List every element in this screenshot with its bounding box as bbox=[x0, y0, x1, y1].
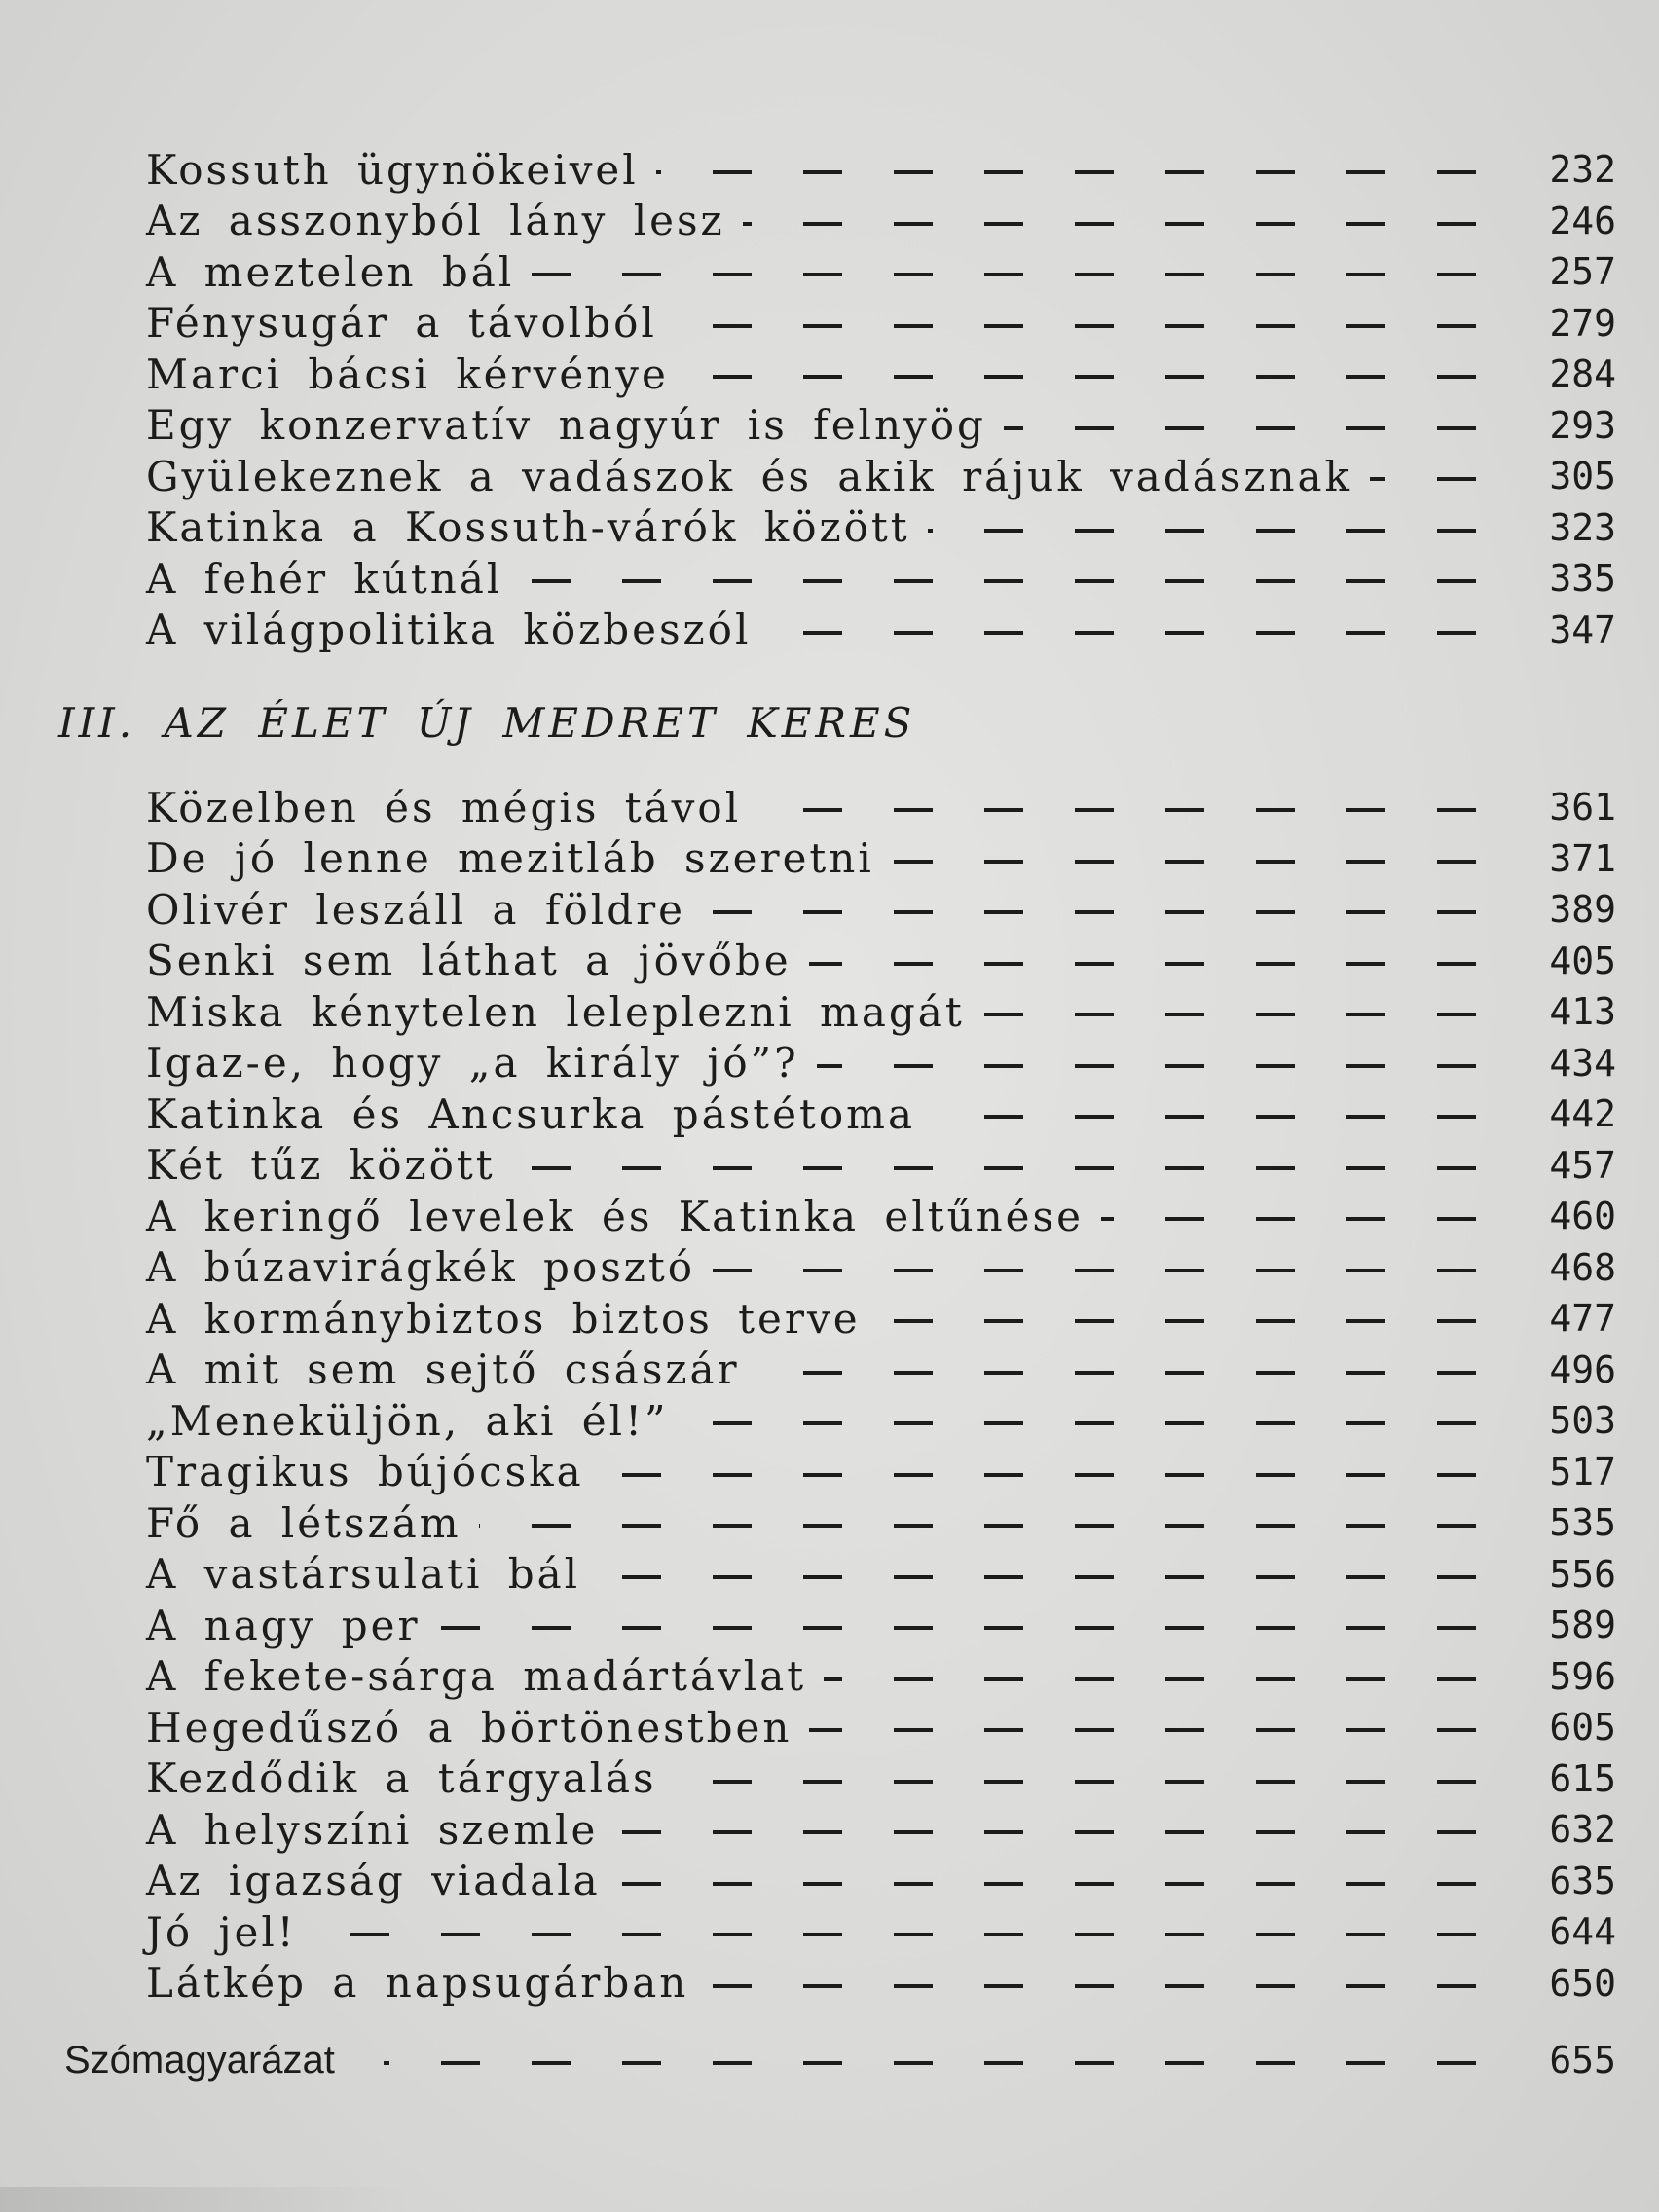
toc-entry-page: 535 bbox=[1549, 1501, 1616, 1545]
toc-entry-title: Kossuth ügynökeivel bbox=[146, 145, 639, 194]
toc-entry-page: 589 bbox=[1549, 1604, 1616, 1647]
toc-entry-title: A világpolitika közbeszól bbox=[146, 606, 752, 654]
dot-leader bbox=[703, 910, 1476, 914]
dot-leader bbox=[933, 1115, 1476, 1119]
toc-entry bbox=[146, 400, 1616, 452]
toc-entry bbox=[146, 1242, 1616, 1294]
toc-entry-page: 596 bbox=[1549, 1654, 1616, 1698]
toc-entry bbox=[146, 1395, 1616, 1447]
dot-leader bbox=[1101, 1217, 1476, 1221]
toc-entry-title: A fehér kútnál bbox=[146, 554, 503, 603]
dot-leader bbox=[602, 1473, 1476, 1477]
toc-entry-title: Miska kénytelen leleplezni magát bbox=[146, 987, 965, 1036]
toc-entry-title: A kormánybiztos biztos terve bbox=[146, 1294, 861, 1343]
dot-leader bbox=[314, 1933, 1476, 1936]
toc-entry-title: Az igazság viadala bbox=[146, 1857, 601, 1905]
dot-leader bbox=[1370, 477, 1476, 481]
toc-entry-title: A búzavirágkék posztó bbox=[146, 1243, 696, 1292]
toc-entry-title: A mit sem sejtő császár bbox=[146, 1346, 740, 1394]
toc-entry bbox=[146, 1753, 1616, 1805]
toc-entry bbox=[146, 1038, 1616, 1089]
dot-leader bbox=[713, 1269, 1476, 1272]
toc-entry-title: A meztelen bál bbox=[146, 247, 515, 296]
toc-entry bbox=[146, 1191, 1616, 1242]
toc-entry-title: „Meneküljön, aki él!” bbox=[146, 1396, 669, 1445]
toc-entry bbox=[146, 349, 1616, 400]
toc-entry bbox=[146, 1447, 1616, 1498]
dot-leader bbox=[809, 1728, 1476, 1732]
dot-leader bbox=[618, 1882, 1476, 1886]
toc-entry-title: A vastársulati bál bbox=[146, 1550, 581, 1599]
toc-entry-page: 293 bbox=[1549, 403, 1616, 447]
toc-entry-title: Kezdődik a tárgyalás bbox=[146, 1754, 657, 1803]
toc-entry-title: Jó jel! bbox=[146, 1907, 297, 1956]
toc-entry-page: 460 bbox=[1549, 1195, 1616, 1238]
dot-leader bbox=[384, 2061, 1476, 2065]
dot-leader bbox=[513, 1166, 1476, 1170]
toc-entry-title: Fő a létszám bbox=[146, 1498, 461, 1547]
toc-entry-page: 246 bbox=[1549, 199, 1616, 242]
toc-entry-title: Közelben és mégis távol bbox=[146, 783, 742, 831]
dot-leader bbox=[706, 1984, 1476, 1988]
dot-leader bbox=[656, 170, 1476, 174]
toc-entry-page: 468 bbox=[1549, 1245, 1616, 1289]
toc-entry bbox=[146, 298, 1616, 350]
toc-entry-page: 279 bbox=[1549, 301, 1616, 345]
toc-entry bbox=[146, 1856, 1616, 1907]
toc-entry-page: 650 bbox=[1549, 1961, 1616, 2005]
toc-entry-page: 389 bbox=[1549, 888, 1616, 932]
toc-entry-title: Katinka a Kossuth-várók között bbox=[146, 503, 910, 552]
toc-entry bbox=[146, 1804, 1616, 1856]
toc-entry bbox=[146, 451, 1616, 502]
dot-leader bbox=[824, 1677, 1476, 1681]
dot-leader bbox=[809, 962, 1476, 966]
toc-entry bbox=[146, 144, 1616, 196]
toc-entry-page: 257 bbox=[1549, 250, 1616, 294]
toc-entry bbox=[146, 1293, 1616, 1345]
dot-leader bbox=[675, 324, 1476, 328]
toc-entry-page: 644 bbox=[1549, 1910, 1616, 1954]
toc-entry bbox=[146, 502, 1616, 554]
toc-entry bbox=[146, 1345, 1616, 1396]
toc-entry-title: Marci bácsi kérvénye bbox=[146, 350, 669, 398]
toc-entry bbox=[146, 605, 1616, 656]
toc-entry-page: 413 bbox=[1549, 990, 1616, 1034]
toc-list-part-three bbox=[146, 782, 1616, 2009]
watermark-strip bbox=[0, 2187, 409, 2212]
toc-entry-title: A fekete-sárga madártávlat bbox=[146, 1652, 807, 1701]
toc-entry-title: Az asszonyból lány lesz bbox=[146, 197, 725, 245]
toc-entry bbox=[146, 1651, 1616, 1703]
toc-entry-page: 305 bbox=[1549, 455, 1616, 498]
toc-entry-page: 405 bbox=[1549, 939, 1616, 982]
toc-entry-page: 517 bbox=[1549, 1450, 1616, 1493]
dot-leader bbox=[479, 1524, 1476, 1528]
toc-entry bbox=[146, 1497, 1616, 1549]
toc-entry bbox=[146, 782, 1616, 833]
toc-entry-title: Gyülekeznek a vadászok és akik rájuk vadásznak bbox=[146, 452, 1352, 500]
dot-leader bbox=[686, 375, 1476, 379]
dot-leader bbox=[675, 1780, 1476, 1784]
toc-entry-page: 655 bbox=[1549, 2039, 1616, 2083]
dot-leader bbox=[758, 808, 1476, 812]
toc-entry bbox=[146, 1549, 1616, 1601]
toc-entry-page: 503 bbox=[1549, 1399, 1616, 1443]
dot-leader bbox=[757, 1371, 1476, 1375]
dot-leader bbox=[598, 1575, 1476, 1579]
toc-entry-title: Hegedűszó a börtönestben bbox=[146, 1703, 793, 1751]
toc-entry-page: 284 bbox=[1549, 352, 1616, 396]
section-heading-part-three: III. AZ ÉLET ÚJ MEDRET KERES bbox=[58, 699, 916, 747]
toc-entry-page: 632 bbox=[1549, 1808, 1616, 1852]
toc-entry-title: Fénysugár a távolból bbox=[146, 299, 657, 348]
dot-leader bbox=[520, 579, 1476, 583]
toc-entry-title: Katinka és Ancsurka pástétoma bbox=[146, 1089, 916, 1138]
toc-entry-page: 323 bbox=[1549, 505, 1616, 549]
toc-entry-glossary bbox=[64, 2035, 1616, 2086]
toc-entry-page: 442 bbox=[1549, 1092, 1616, 1136]
dot-leader bbox=[438, 1626, 1476, 1630]
toc-entry bbox=[146, 1088, 1616, 1140]
dot-leader bbox=[743, 222, 1476, 226]
toc-entry bbox=[146, 986, 1616, 1038]
toc-entry-title: A nagy per bbox=[146, 1601, 421, 1649]
toc-list-part-two bbox=[146, 144, 1616, 655]
toc-entry-page: 371 bbox=[1549, 836, 1616, 880]
toc-entry-page: 615 bbox=[1549, 1756, 1616, 1800]
dot-leader bbox=[685, 1421, 1476, 1425]
toc-entry-title: Igaz-e, hogy „a király jó”? bbox=[146, 1039, 799, 1088]
toc-entry-title: De jó lenne mezitláb szeretni bbox=[146, 834, 874, 883]
toc-entry bbox=[146, 1958, 1616, 2009]
toc-entry bbox=[146, 246, 1616, 298]
toc-entry bbox=[146, 1906, 1616, 1958]
toc-entry-page: 232 bbox=[1549, 148, 1616, 192]
toc-entry-title: Tragikus bújócska bbox=[146, 1448, 584, 1496]
toc-entry-title: Látkép a napsugárban bbox=[146, 1959, 689, 2008]
toc-entry bbox=[146, 884, 1616, 936]
dot-leader bbox=[615, 1830, 1476, 1834]
toc-entry-page: 347 bbox=[1549, 608, 1616, 651]
toc-entry-page: 635 bbox=[1549, 1859, 1616, 1902]
toc-entry bbox=[146, 196, 1616, 247]
toc-entry bbox=[146, 936, 1616, 987]
toc-entry bbox=[146, 1600, 1616, 1651]
dot-leader bbox=[768, 631, 1476, 635]
dot-leader bbox=[532, 273, 1476, 276]
toc-entry-title: A helyszíni szemle bbox=[146, 1805, 599, 1854]
toc-entry-page: 496 bbox=[1549, 1347, 1616, 1391]
dot-leader bbox=[928, 529, 1476, 533]
toc-entry-page: 605 bbox=[1549, 1706, 1616, 1750]
toc-entry-title: Olivér leszáll a földre bbox=[146, 885, 686, 934]
toc-entry-title: Szómagyarázat bbox=[64, 2038, 335, 2082]
toc-entry-title: A keringő levelek és Katinka eltűnése bbox=[146, 1192, 1084, 1240]
dot-leader bbox=[892, 860, 1476, 864]
toc-entry bbox=[146, 1702, 1616, 1753]
toc-entry-page: 556 bbox=[1549, 1552, 1616, 1596]
toc-entry bbox=[146, 833, 1616, 885]
toc-entry-page: 361 bbox=[1549, 786, 1616, 830]
toc-entry-page: 477 bbox=[1549, 1297, 1616, 1341]
toc-entry bbox=[146, 1140, 1616, 1192]
dot-leader bbox=[982, 1013, 1476, 1016]
toc-entry-title: Két tűz között bbox=[146, 1141, 496, 1190]
dot-leader bbox=[817, 1064, 1476, 1068]
dot-leader bbox=[878, 1319, 1476, 1323]
toc-entry-page: 335 bbox=[1549, 557, 1616, 601]
toc-entry-page: 457 bbox=[1549, 1143, 1616, 1187]
toc-entry-page: 434 bbox=[1549, 1041, 1616, 1085]
toc-entry bbox=[146, 553, 1616, 605]
toc-entry-title: Egy konzervatív nagyúr is felnyög bbox=[146, 401, 986, 450]
toc-entry-title: Senki sem láthat a jövőbe bbox=[146, 937, 792, 985]
dot-leader bbox=[1004, 426, 1476, 430]
